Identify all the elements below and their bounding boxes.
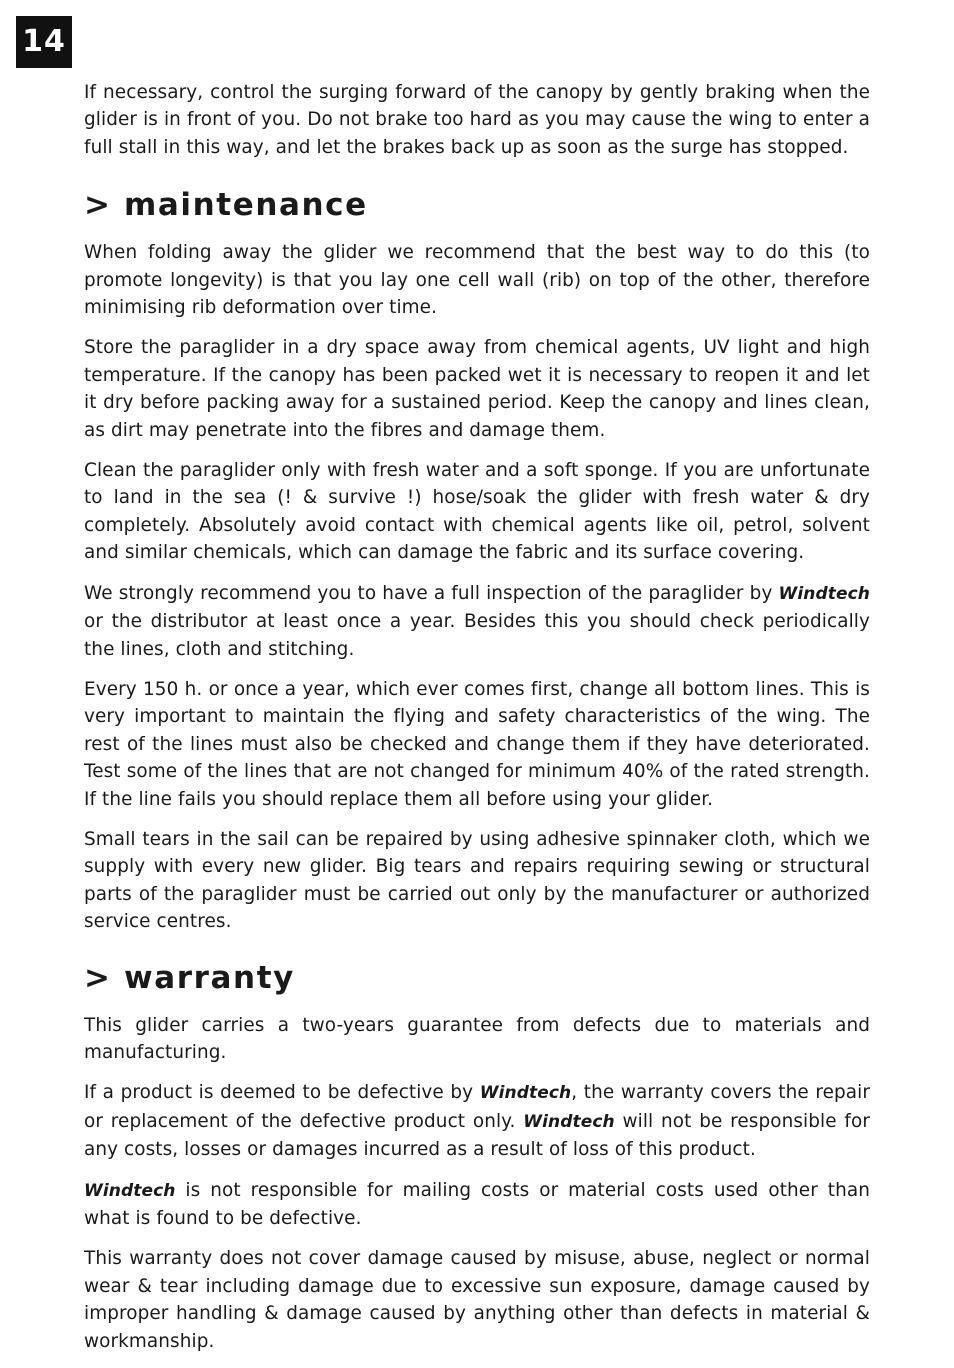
page-number: 14: [16, 16, 72, 68]
maintenance-paragraph-5: Every 150 h. or once a year, which ever comes first, change all bottom lines. This is very important to maintain the flying and safety characteristics of the wing. The rest of the lines must also be checked and change them if they have deteriorated. Test some of the lines that are not changed for minimum 40% of the rated strength. If the line fails you should replace them all before using your glider.: [84, 678, 870, 810]
warranty-paragraph-3: [84, 1177, 870, 1233]
warranty-paragraph-4: This warranty does not cover damage caused by misuse, abuse, neglect or normal wear & tear including damage due to excessive sun exposure, damage caused by improper handling & damage caused by anything other than defects in material & workmanship.: [84, 1248, 870, 1352]
text-span: or the distributor at least once a year. Besides this you should check periodically the lines, cloth and stitching.: [84, 611, 870, 660]
intro-paragraph: If necessary, control the surging forward of the canopy by gently braking when the glider is in front of you. Do not brake too hard as you may cause the wing to enter a full stall in this way, and let the brakes back up as soon as the surge has stopped.: [84, 82, 870, 158]
maintenance-paragraph-6: Small tears in the sail can be repaired by using adhesive spinnaker cloth, which we supply with every new glider. Big tears and repairs requiring sewing or structural parts of the paraglider must be carried out only by the manufacturer or authorized service centres.: [84, 828, 870, 933]
maintenance-paragraph-3: Clean the paraglider only with fresh water and a soft sponge. If you are unfortunate to land in the sea (! & survive !) hose/soak the glider with fresh water & dry completely. Absolutely avoid contact with chemical agents like oil, petrol, solvent and similar chemicals, which can damage the fabric and its surface covering.: [84, 460, 870, 564]
maintenance-paragraph-2: Store the paraglider in a dry space away from chemical agents, UV light and high temperature. If the canopy has been packed wet it is necessary to reopen it and let it dry before packing away for a sustained period. Keep the canopy and lines clean, as dirt may penetrate into the fibres and damage them.: [84, 337, 870, 441]
text-span: is not responsible for mailing costs or material costs used other than what is found to be defective.: [84, 1179, 870, 1229]
text-span: If a product is deemed to be defective by: [84, 1082, 480, 1104]
warranty-paragraph-2: [84, 1079, 870, 1163]
brand-name: Windtech: [479, 1083, 572, 1104]
text-span: We strongly recommend you to have a full inspection of the paraglider by: [84, 582, 779, 604]
warranty-heading: > warranty: [84, 959, 295, 996]
brand-name: Windtech: [778, 583, 870, 604]
brand-name: Windtech: [84, 1180, 176, 1201]
maintenance-paragraph-4: [84, 580, 870, 663]
warranty-paragraph-1: This glider carries a two-years guarantee from defects due to materials and manufacturing.: [84, 1014, 870, 1063]
text-span: , the warranty covers the repair or replacement of the defective product only.: [84, 1082, 871, 1132]
text-span: will not be responsible for any costs, losses or damages incurred as a result of loss of this product.: [84, 1110, 870, 1161]
maintenance-heading: > maintenance: [84, 187, 368, 224]
maintenance-paragraph-1: When folding away the glider we recommend that the best way to do this (to promote longevity) is that you lay one cell wall (rib) on top of the other, therefore minimising rib deformation over time.: [84, 242, 870, 319]
page-content: [84, 79, 870, 1368]
brand-name: Windtech: [523, 1111, 615, 1132]
